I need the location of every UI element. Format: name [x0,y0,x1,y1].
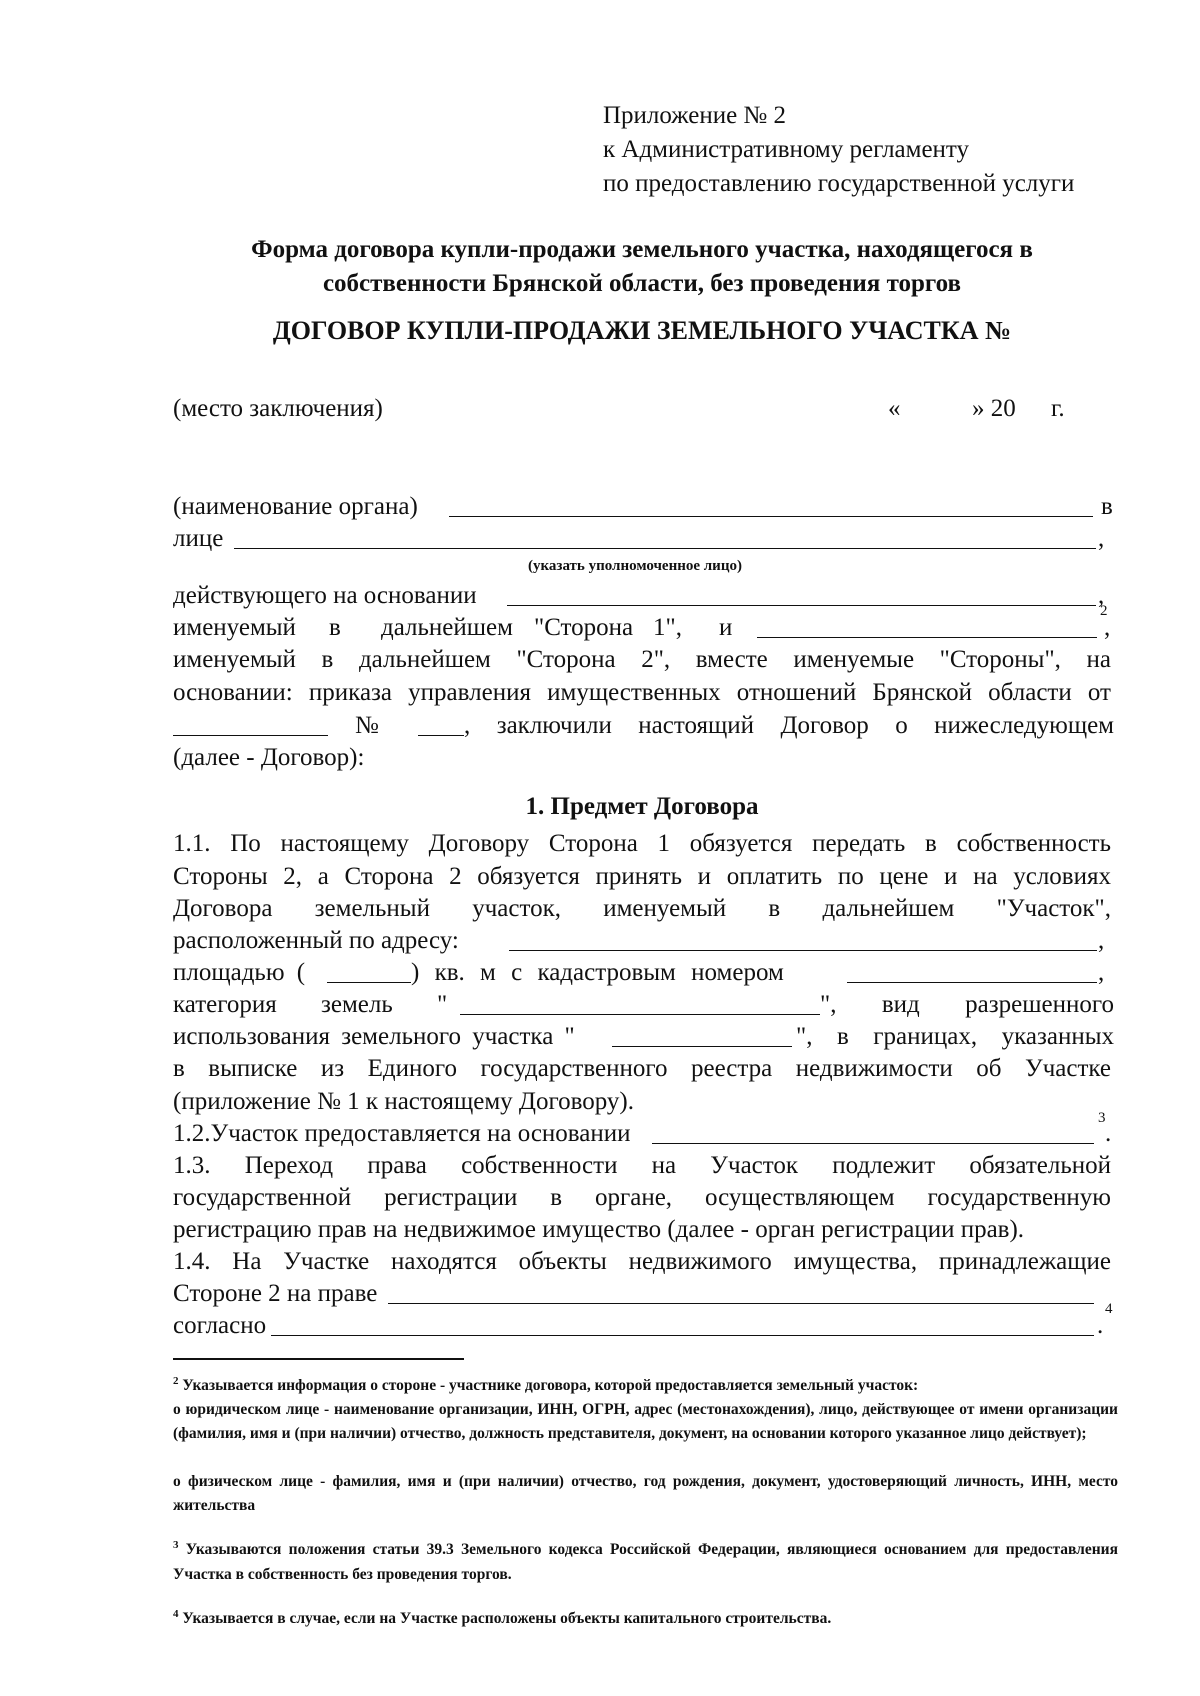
p11-line-1: 1.1. По настоящему Договору Сторона 1 обязуется передать в собственность [173,830,1111,857]
p14-line-1: 1.4. На Участке находятся объекты недвижимого имущества, принадлежащие [173,1248,1111,1275]
contract-title: ДОГОВОР КУПЛИ-ПРОДАЖИ ЗЕМЕЛЬНОГО УЧАСТКА № [272,316,1012,345]
concluded-text: , заключили настоящий Договор о нижеследующем [464,712,1114,739]
form-title-line-2: собственности Брянской области, без проведения торгов [322,270,962,297]
order-number-sign: № [355,712,379,739]
p11-line-9: (приложение № 1 к настоящему Договору). [173,1088,634,1115]
section-1-heading: 1. Предмет Договора [525,793,759,820]
side2-line: именуемый в дальнейшем "Сторона 2", вместе именуемые "Стороны", на [173,646,1111,673]
address-blank[interactable] [509,950,1097,951]
representative-blank[interactable] [234,548,1096,549]
footnote-4-number: 4 [173,1608,179,1620]
date-quote-open: « [888,395,901,422]
acting-basis-blank[interactable] [507,605,1096,606]
footnote-ref-2: 2 [1100,603,1108,619]
footnote-ref-4: 4 [1105,1301,1113,1317]
footnote-2-legal-entity: о юридическом лице - наименование организации, ИНН, ОГРН, адрес (местонахождения), лицо, действующее от имени организации (фамилия, имя и (при наличии) отчество, должность представителя, документ, на основании которого указанное лицо действует); [173,1401,1118,1442]
side1-word-1: именуемый [173,614,296,641]
land-use-blank[interactable] [612,1046,792,1047]
order-date-blank[interactable] [173,735,328,736]
cadastral-comma: , [1098,959,1105,986]
cadastral-number-blank[interactable] [847,982,1097,983]
footnote-2-individual: о физическом лице - фамилия, имя и (при наличии) отчество, год рождения, документ, удостоверяющий личность, ИНН, место жительства [173,1473,1118,1514]
land-category-label: категория земель " [173,991,448,1018]
p14-right-label: Стороне 2 на праве [173,1280,378,1307]
cadastral-label: ) кв. м с кадастровым номером [411,959,784,986]
representative-comma: , [1098,525,1105,552]
permitted-use-label: ", вид разрешенного [820,991,1114,1018]
form-title-line-1: Форма договора купли-продажи земельного участка, находящегося в [251,236,1033,263]
p12-label: 1.2.Участок предоставляется на основании [173,1120,631,1147]
in-word: в [1101,493,1113,520]
p11-line-3: Договора земельный участок, именуемый в дальнейшем "Участок", [173,895,1111,922]
side1-comma: , [1104,614,1111,641]
area-blank[interactable] [327,982,411,983]
date-year-suffix: г. [1051,395,1065,422]
acting-basis-label: действующего на основании [173,582,477,609]
p11-address-label: расположенный по адресу: [173,927,459,954]
p13-line-2: государственной регистрации в органе, осуществляющем государственную [173,1184,1111,1211]
side1-word-6: и [719,614,733,641]
footnote-separator [173,1358,464,1360]
p13-line-3: регистрацию прав на недвижимое имущество (далее - орган регистрации прав). [173,1216,1025,1243]
footnote-4-text: Указывается в случае, если на Участке расположены объекты капитального строительства. [182,1610,832,1627]
p12-basis-blank[interactable] [652,1143,1094,1144]
place-of-conclusion: (место заключения) [173,395,383,422]
p12-dot: . [1105,1120,1112,1147]
order-number-blank[interactable] [418,735,464,736]
boundaries-text: ", в границах, указанных [796,1023,1114,1050]
appendix-line-3: по предоставлению государственной услуги [603,170,1075,197]
appendix-line-1: Приложение № 2 [603,102,787,129]
date-year-prefix: » 20 [972,395,1016,422]
p14-according-blank[interactable] [271,1335,1094,1336]
side1-word-4: "Сторона [534,614,634,641]
p11-line-2: Стороны 2, а Сторона 2 обязуется принять и оплатить по цене и на условиях [173,863,1111,890]
p13-line-1: 1.3. Переход права собственности на Участок подлежит обязательной [173,1152,1111,1179]
land-use-label: использования земельного участка " [173,1023,575,1050]
footnote-3-number: 3 [173,1539,179,1551]
side1-word-2: в [329,614,341,641]
area-label: площадью ( [173,959,306,986]
basis-line: основании: приказа управления имущественных отношений Брянской области от [173,679,1111,706]
footnote-3 [173,1538,1118,1587]
representative-hint: (указать уполномоченное лицо) [528,558,742,574]
footnote-3-text: Указываются положения статьи 39.3 Земельного кодекса Российской Федерации, являющиеся основанием для предоставления Участка в собственность без проведения торгов. [173,1541,1118,1583]
organ-name-label: (наименование органа) [173,493,418,520]
p11-line-8: в выписке из Единого государственного реестра недвижимости об Участке [173,1055,1111,1082]
side2-name-blank[interactable] [757,637,1097,638]
footnote-2-number: 2 [173,1375,179,1387]
land-category-blank[interactable] [460,1014,820,1015]
side1-word-3: дальнейшем [381,614,513,641]
p14-according-label: согласно [173,1312,267,1339]
representative-label: лице [173,525,224,552]
footnote-4 [173,1607,1118,1632]
acting-basis-comma: , [1098,582,1105,609]
p14-dot: . [1097,1312,1104,1339]
appendix-line-2: к Административному регламенту [603,136,970,163]
address-comma: , [1098,927,1105,954]
hereinafter-text: (далее - Договор): [173,744,365,771]
organ-name-blank[interactable] [449,516,1093,517]
footnote-2-intro: Указывается информация о стороне - участнике договора, которой предоставляется земельный участок: [182,1377,919,1394]
p14-right-blank[interactable] [388,1303,1094,1304]
footnote-2 [173,1374,1118,1399]
footnote-ref-3: 3 [1098,1110,1106,1126]
side1-word-5: 1", [653,614,682,641]
